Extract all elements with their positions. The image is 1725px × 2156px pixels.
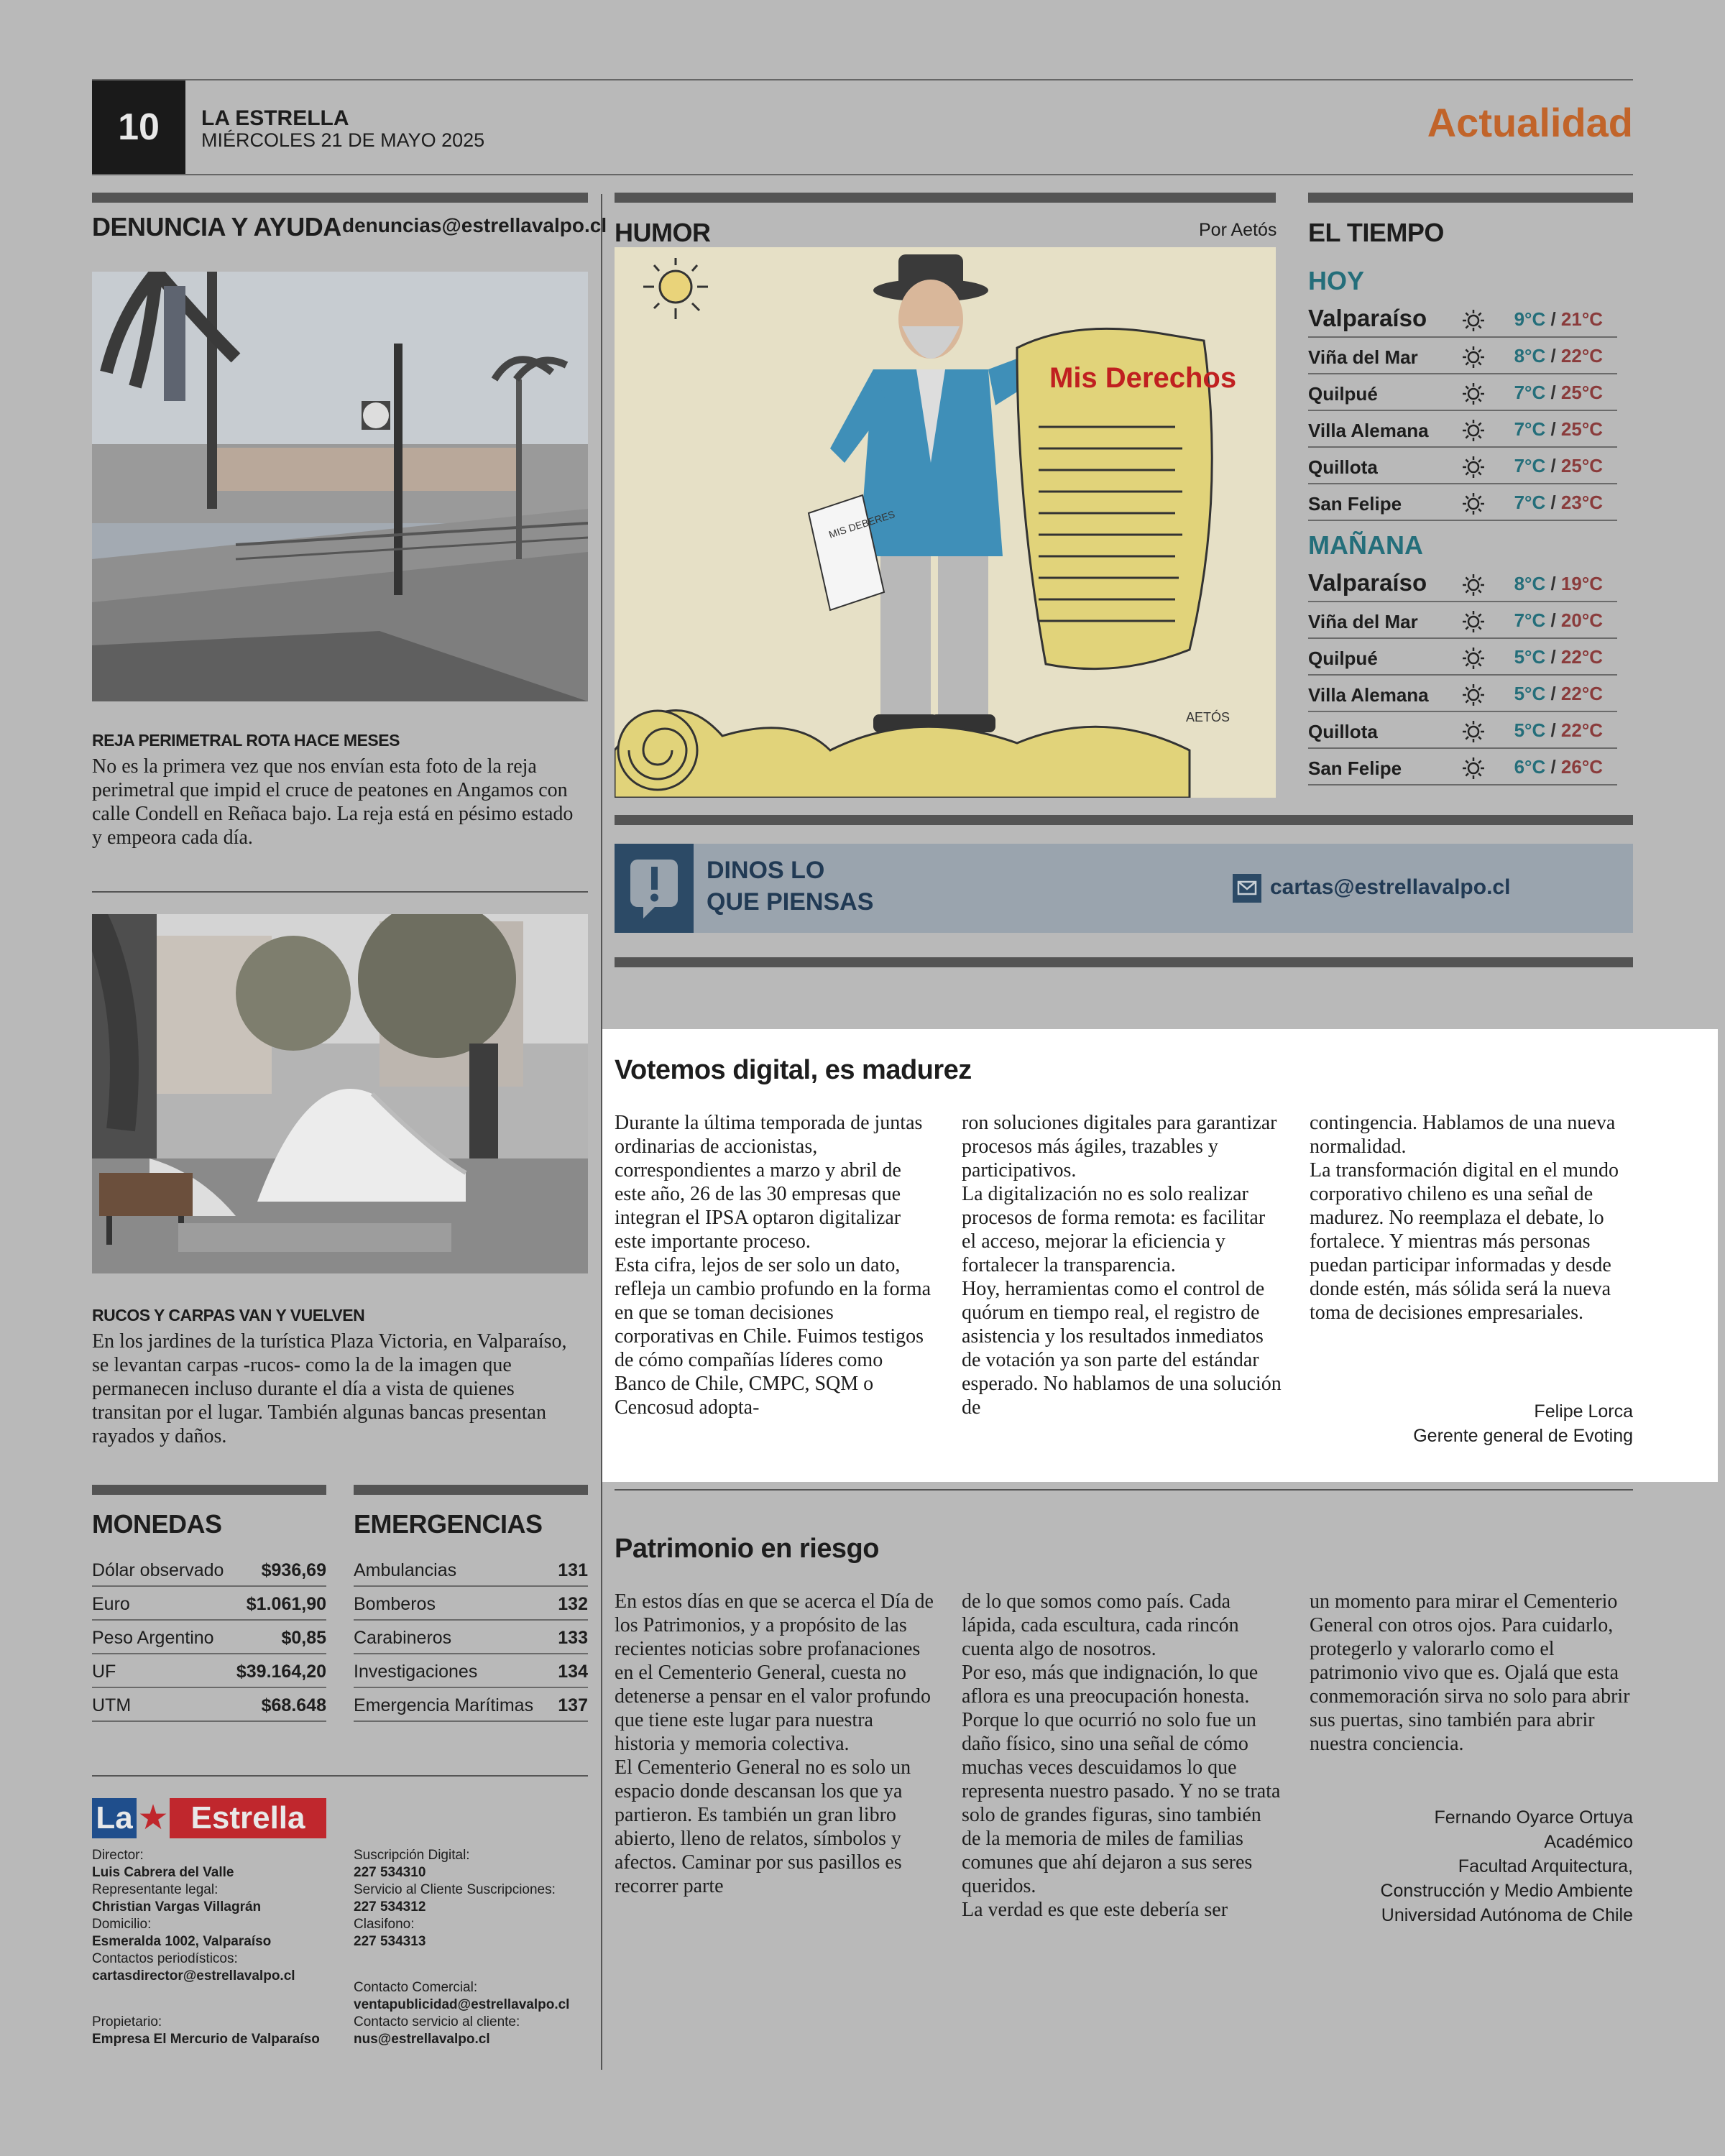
sun-icon — [1459, 378, 1488, 407]
weather-city: Valparaíso — [1308, 569, 1427, 596]
row-label: Bomberos — [354, 1594, 436, 1614]
table-row — [354, 1620, 588, 1654]
sun-icon — [1459, 679, 1488, 708]
letter2-role2: Facultad Arquitectura, — [1458, 1856, 1633, 1876]
sun-icon — [1459, 451, 1488, 480]
weather-temp: 5°C / 22°C — [1514, 683, 1603, 704]
exclamation-icon — [615, 844, 694, 933]
weather-row — [1308, 639, 1617, 676]
feedback-line1: DINOS LO — [707, 857, 825, 884]
letter2-role4: Universidad Autónoma de Chile — [1381, 1905, 1633, 1925]
page-number: 10 — [118, 106, 160, 148]
weather-row — [1308, 338, 1617, 374]
row-label: Peso Argentino — [92, 1628, 214, 1648]
staff-owner: Propietario: Empresa El Mercurio de Valparaíso — [92, 2014, 320, 2047]
weather-title: EL TIEMPO — [1308, 218, 1444, 247]
row-value: $68.648 — [261, 1695, 326, 1715]
table-row — [354, 1654, 588, 1688]
weather-temp: 8°C / 22°C — [1514, 345, 1603, 367]
cartoon-signature: AETÓS — [1186, 710, 1230, 724]
weather-city: Viña del Mar — [1308, 346, 1418, 368]
mail-icon — [1233, 874, 1261, 903]
letter2-signature — [1380, 1805, 1633, 1927]
table-row — [92, 1552, 326, 1587]
paper-text: MIS DEBERES — [827, 508, 896, 540]
weather-city: Quillota — [1308, 721, 1378, 742]
weather-row — [1308, 561, 1617, 602]
table-row — [354, 1552, 588, 1587]
publication-date: MIÉRCOLES 21 DE MAYO 2025 — [201, 129, 485, 151]
table-row — [92, 1620, 326, 1654]
weather-temp: 7°C / 23°C — [1514, 492, 1603, 513]
weather-city: Valparaíso — [1308, 305, 1427, 331]
row-value: 134 — [558, 1662, 588, 1682]
emergencias-title: EMERGENCIAS — [354, 1509, 543, 1539]
weather-city: Quilpué — [1308, 648, 1378, 669]
emergencias-table — [354, 1552, 588, 1725]
weather-city: Villa Alemana — [1308, 684, 1429, 706]
denuncia-email[interactable]: denuncias@estrellavalpo.cl — [342, 214, 607, 236]
letter2-author: Fernando Oyarce Ortuya — [1434, 1807, 1633, 1828]
letter1-author: Felipe Lorca — [1534, 1401, 1633, 1422]
weather-temp: 5°C / 22°C — [1514, 719, 1603, 741]
row-label: UF — [92, 1662, 116, 1682]
weather-tomorrow-label: MAÑANA — [1308, 530, 1423, 560]
weather-city: Villa Alemana — [1308, 420, 1429, 441]
weather-city: Quillota — [1308, 456, 1378, 478]
weather-row — [1308, 448, 1617, 484]
row-label: Carabineros — [354, 1628, 452, 1648]
row-label: Emergencia Marítimas — [354, 1695, 534, 1715]
letter2-col3: un momento para mirar el Cementerio General con otros ojos. Para cuidarlo, protegerlo y valorarlo como el patrimonio vivo que es. Ojalá que esta conmemoración sirva no solo para abrir sus puertas, sino también para abrir nuestra conciencia. — [1310, 1590, 1630, 1755]
staff-col-right: Suscripción Digital: 227 534310 Servicio al Cliente Suscripciones: 227 534312 Clasifono: 227 534313 — [354, 1848, 556, 1949]
letter1-col3: contingencia. Hablamos de una nueva normalidad. La transformación digital en el mundo corporativo chileno es una señal de madurez. No reemplaza el debate, lo fortalece. Y mientras más personas puedan participar informadas y desde donde estén, más sólida será la nueva toma de decisiones empresariales. — [1310, 1112, 1619, 1324]
row-value: 132 — [558, 1594, 588, 1614]
denuncia-title: DENUNCIA Y AYUDA — [92, 212, 341, 241]
feedback-email[interactable]: cartas@estrellavalpo.cl — [1270, 875, 1511, 899]
monedas-title: MONEDAS — [92, 1509, 222, 1539]
row-value: 137 — [558, 1695, 588, 1715]
caption1-text: No es la primera vez que nos envían esta foto de la reja perimetral que impid el cruce de peatones en Angamos con calle Condell en Reñaca bajo. La reja está en pésimo estado y empeora cada día. — [92, 755, 574, 849]
humor-credit: Por Aetós — [1199, 220, 1277, 240]
sun-icon — [1459, 606, 1488, 635]
weather-temp: 8°C / 19°C — [1514, 573, 1603, 594]
caption2-text: En los jardines de la turística Plaza Victoria, en Valparaíso, se levantan carpas -rucos- como la de la imagen que permanecen incluso durante el día a vista de quienes transitan por el lugar. También algunas bancas presentan rayados y daños. — [92, 1330, 567, 1447]
weather-row — [1308, 712, 1617, 749]
row-value: $936,69 — [261, 1560, 326, 1580]
la-estrella-logo: La ★ Estrella — [92, 1798, 326, 1838]
row-label: Ambulancias — [354, 1560, 457, 1580]
letter1-col1: Durante la última temporada de juntas ordinarias de accionistas, correspondientes a marzo y abril de este año, 26 de las 30 empresas que integran el IPSA optaron digitalizar este importante proceso. Esta cifra, lejos de ser solo un dato, refleja un cambio profundo en la forma en que se toman decisiones corporativas en Chile. Fuimos testigos de cómo compañías líderes como Banco de Chile, CMPC, SQM o Cencosud adopta- — [615, 1112, 932, 1419]
weather-temp: 7°C / 20°C — [1514, 609, 1603, 631]
letter1-title: Votemos digital, es madurez — [615, 1055, 972, 1085]
weather-row — [1308, 602, 1617, 639]
table-row — [92, 1586, 326, 1621]
row-value: $1.061,90 — [246, 1594, 326, 1614]
row-value: 131 — [558, 1560, 588, 1580]
page-number-box — [92, 80, 185, 174]
humor-title: HUMOR — [615, 218, 711, 247]
letter2-title: Patrimonio en riesgo — [615, 1534, 879, 1564]
letter2-col2: de lo que somos como país. Cada lápida, cada escultura, cada rincón cuenta algo de nosotros. Por eso, más que indignación, lo que aflora es una preocupación honesta. Porque lo que ocurrió no solo fue un daño físico, sino una señal de cómo muchas veces descuidamos lo que representa nuestro pasado. Y no se trata solo de grandes figuras, sino también de la memoria de miles de familias comunes que ahí dejaron a sus seres queridos. La verdad es que este debería ser — [962, 1590, 1281, 1921]
weather-temp: 7°C / 25°C — [1514, 455, 1603, 476]
sun-icon — [1459, 341, 1488, 370]
caption2-title: RUCOS Y CARPAS VAN Y VUELVEN — [92, 1306, 365, 1325]
weather-city: Viña del Mar — [1308, 611, 1418, 632]
sun-icon — [1459, 752, 1488, 781]
row-label: Euro — [92, 1594, 130, 1614]
publication-name: LA ESTRELLA — [201, 106, 349, 130]
row-value: 133 — [558, 1628, 588, 1648]
letter2-role1: Académico — [1544, 1832, 1633, 1852]
row-value: $39.164,20 — [236, 1662, 326, 1682]
table-row — [92, 1654, 326, 1688]
row-label: Dólar observado — [92, 1560, 224, 1580]
weather-row — [1308, 749, 1617, 786]
section-title: Actualidad — [1427, 100, 1633, 145]
table-row — [354, 1586, 588, 1621]
row-value: $0,85 — [281, 1628, 326, 1648]
table-row — [354, 1687, 588, 1722]
sun-icon — [1459, 716, 1488, 745]
sun-icon — [1459, 488, 1488, 517]
monedas-table — [92, 1552, 326, 1725]
weather-temp: 5°C / 22°C — [1514, 646, 1603, 668]
sun-icon — [1459, 569, 1488, 598]
letter2-col1: En estos días en que se acerca el Día de los Patrimonios, y a propósito de las recientes noticias sobre profanaciones en el Cementerio General, cuesta no detenerse a pensar en el valor profundo que tiene este lugar para nuestra historia y memoria colectiva. El Cementerio General no es solo un espacio donde descansan los que ya partieron. Es también un gran libro abierto, lleno de relatos, símbolos y afectos. Caminar por sus pasillos es recorrer parte — [615, 1590, 934, 1897]
row-label: UTM — [92, 1695, 132, 1715]
table-row — [92, 1687, 326, 1722]
photo-tents-plaza — [92, 914, 588, 1273]
weather-city: Quilpué — [1308, 383, 1378, 405]
weather-row — [1308, 676, 1617, 712]
weather-row — [1308, 411, 1617, 448]
letter2-role3: Construcción y Medio Ambiente — [1380, 1881, 1633, 1901]
staff-contact: Contacto Comercial: ventapublicidad@estrellavalpo.cl Contacto servicio al cliente: nus@estrellavalpo.cl — [354, 1980, 570, 2047]
weather-row — [1308, 296, 1617, 338]
weather-row — [1308, 484, 1617, 521]
weather-temp: 9°C / 21°C — [1514, 308, 1603, 330]
sun-icon — [1459, 642, 1488, 671]
staff-col-left: Director: Luis Cabrera del Valle Representante legal: Christian Vargas Villagrán Domicilio: Esmeralda 1002, Valparaíso Contactos periodísticos: cartasdirector@estrellavalpo.cl — [92, 1848, 295, 1984]
weather-temp: 7°C / 25°C — [1514, 382, 1603, 403]
cartoon — [615, 247, 1276, 798]
weather-city: San Felipe — [1308, 493, 1402, 515]
letter1-role: Gerente general de Evoting — [1413, 1426, 1633, 1446]
letter1-col2: ron soluciones digitales para garantizar procesos más ágiles, trazables y participativos. La digitalización no es solo realizar procesos de forma remota: es facilitar el acceso, mejorar la eficiencia y fortalecer la transparencia. Hoy, herramientas como el control de quórum en tiempo real, el registro de asistencia y los resultados inmediatos de votación ya son parte del estándar esperado. No hablamos de una solución de — [962, 1112, 1282, 1419]
feedback-banner — [615, 844, 1633, 933]
weather-temp: 7°C / 25°C — [1514, 418, 1603, 440]
weather-row — [1308, 374, 1617, 411]
feedback-line2: QUE PIENSAS — [707, 888, 874, 916]
sun-icon — [1459, 415, 1488, 443]
weather-temp: 6°C / 26°C — [1514, 756, 1603, 778]
scroll-text: Mis Derechos — [1049, 362, 1237, 394]
star-icon: ★ — [137, 1799, 169, 1837]
weather-today-label: HOY — [1308, 266, 1365, 295]
caption1-title: REJA PERIMETRAL ROTA HACE MESES — [92, 731, 400, 750]
photo-broken-fence — [92, 272, 588, 701]
weather-city: San Felipe — [1308, 757, 1402, 779]
weather-tomorrow-list — [1308, 561, 1617, 791]
row-label: Investigaciones — [354, 1662, 478, 1682]
weather-today-list — [1308, 296, 1617, 526]
sun-icon — [1459, 305, 1488, 333]
